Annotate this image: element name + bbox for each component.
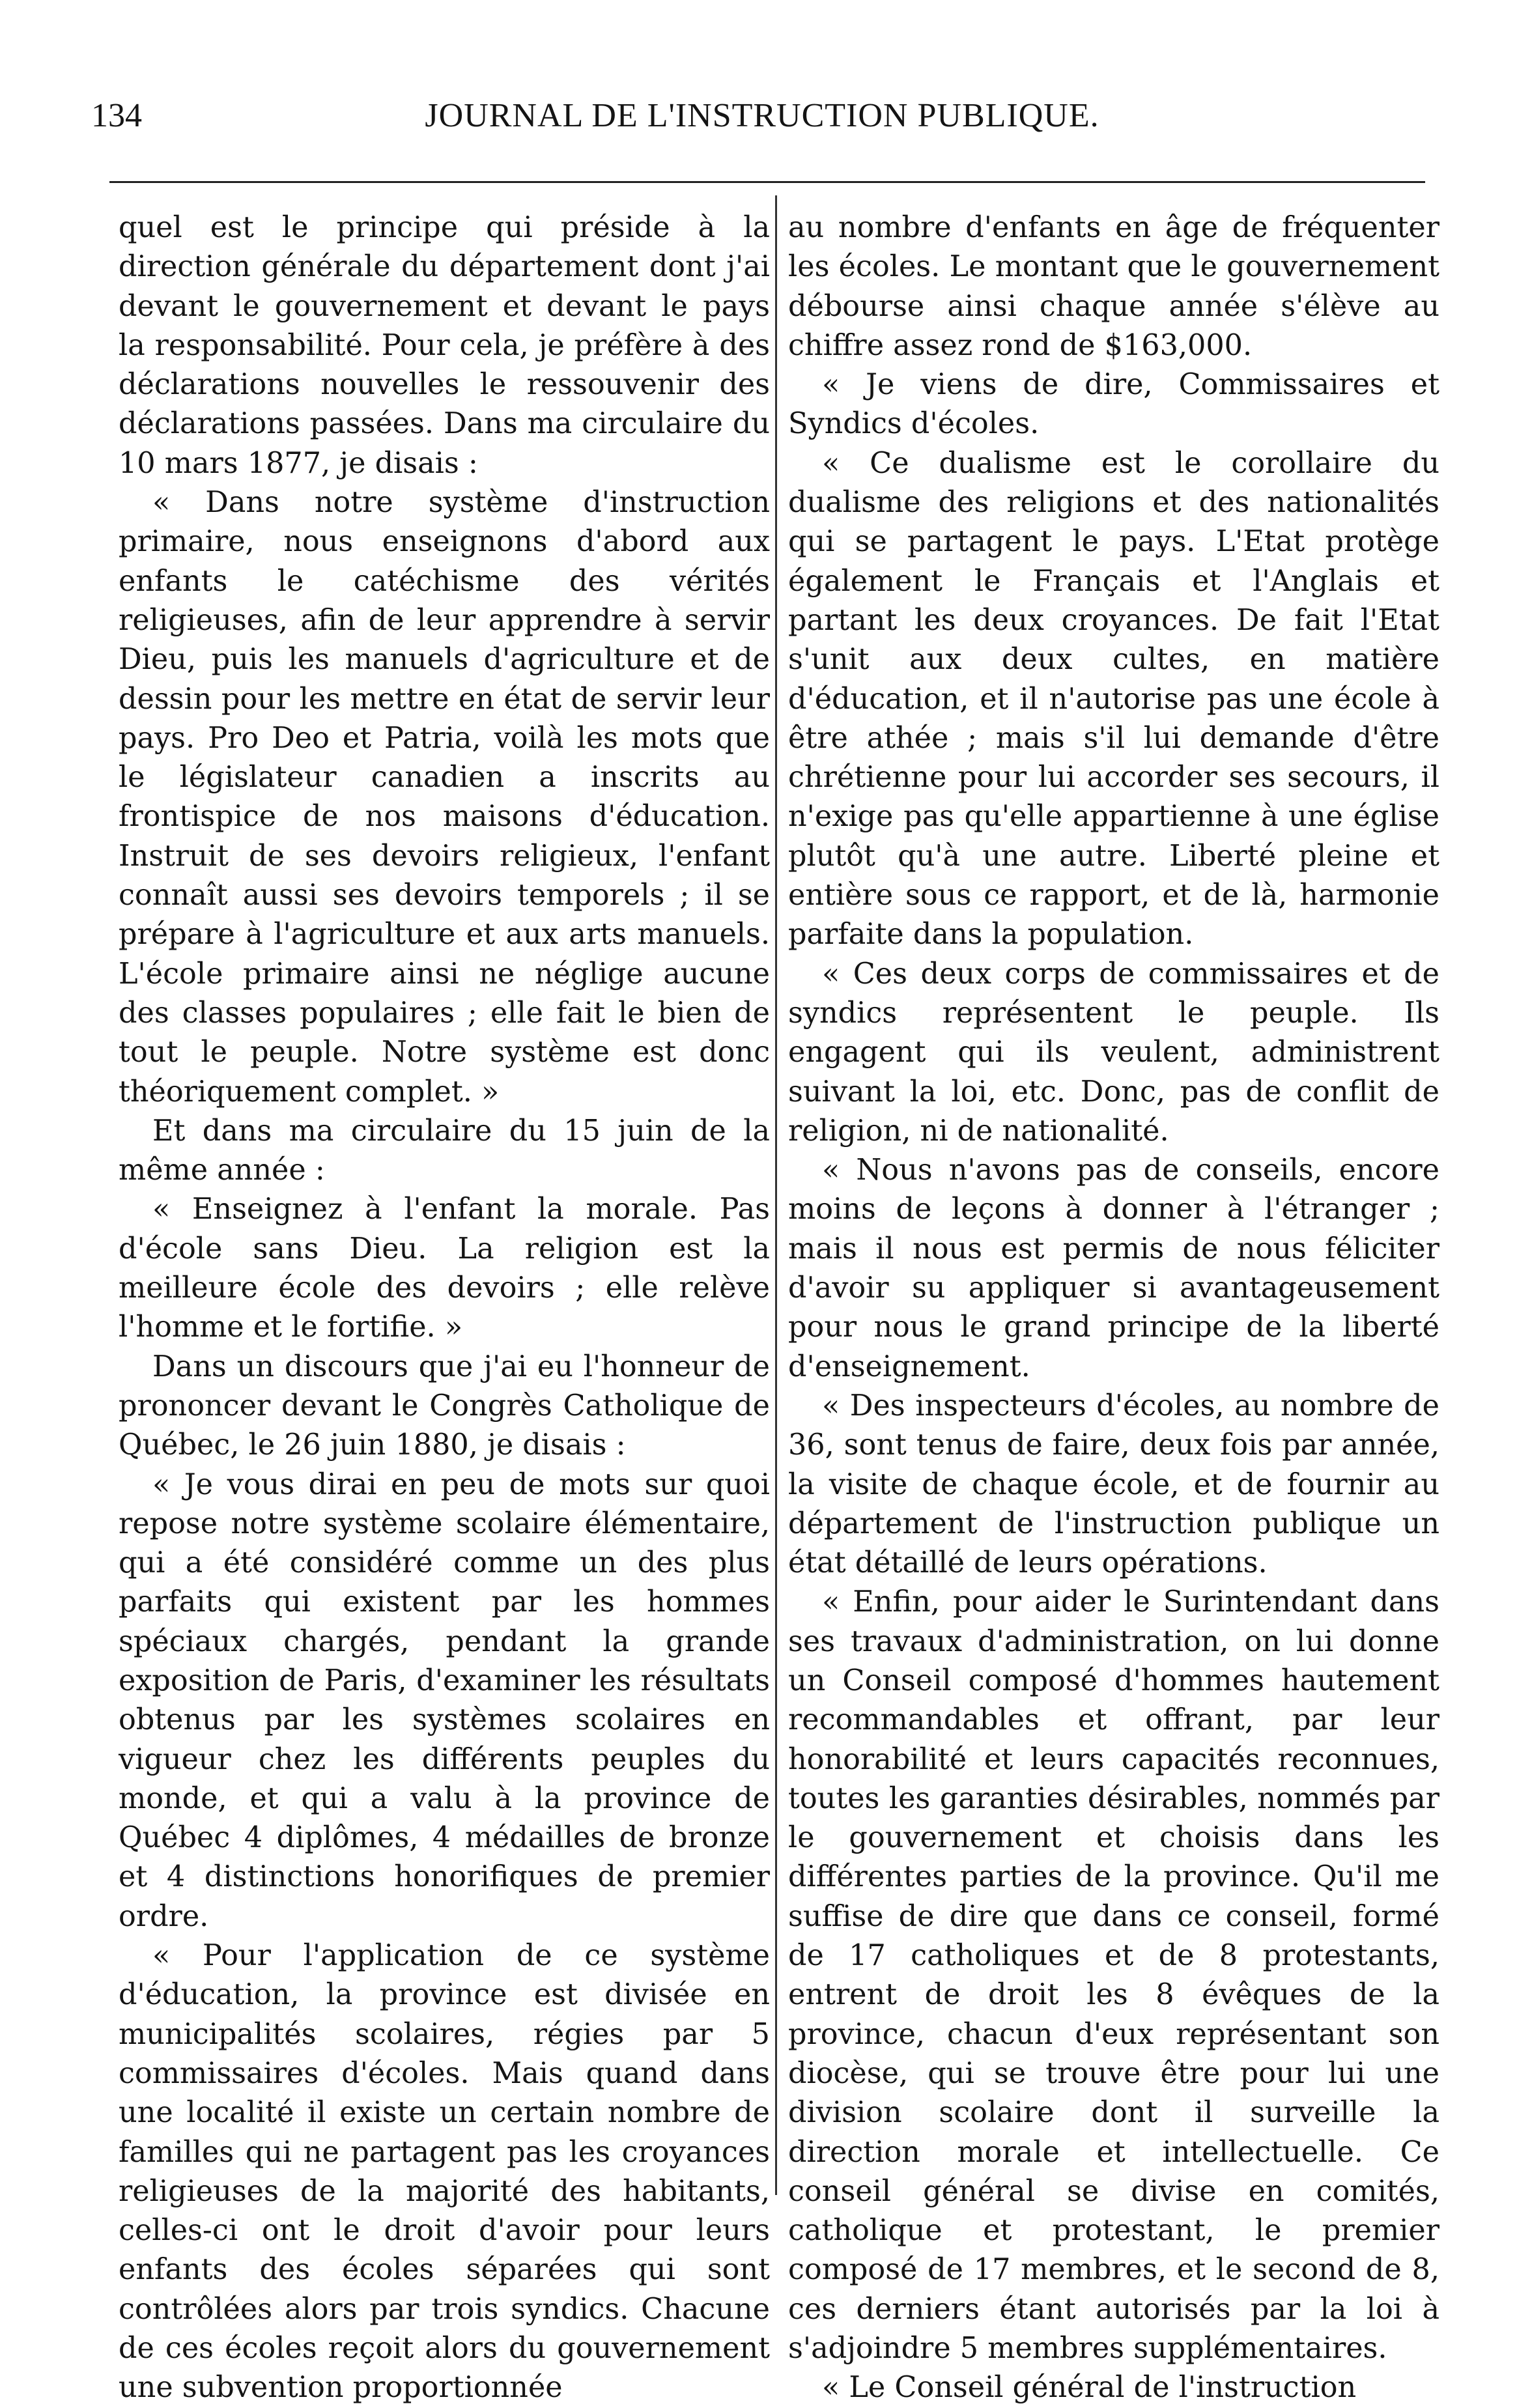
running-title: JOURNAL DE L'INSTRUCTION PUBLIQUE. (425, 97, 1099, 134)
right-column (788, 208, 1439, 2408)
paragraph: « Enfin, pour aider le Surintendant dans ses travaux d'administration, on lui donne un Conseil composé d'hommes hautement recommandables et offrant, par leur honorabilité et leurs capacités reconnues, toutes les garanties désirables, nommés par le gouvernement et choisis dans les différentes parties de la province. Qu'il me suffise de dire que dans ce conseil, formé de 17 catholiques et de 8 protestants, entrent de droit les 8 évêques de la province, chacun d'eux représentant son diocèse, qui se trouve être pour lui une division scolaire dont il surveille la direction morale et intellectuelle. Ce conseil général se divise en comités, catholique et protestant, le premier composé de 17 membres, et le second de 8, ces derniers étant autorisés par la loi à s'adjoindre 5 membres supplémentaires. (788, 1585, 1439, 2366)
paragraph: Et dans ma circulaire du 15 juin de la même année : (119, 1114, 770, 1187)
paragraph: « Je viens de dire, Commissaires et Syndics d'écoles. (788, 368, 1439, 441)
paragraph: Dans un discours que j'ai eu l'honneur de prononcer devant le Congrès Catholique de Québec, le 26 juin 1880, je disais : (119, 1350, 770, 1462)
page-header (91, 96, 1433, 149)
paragraph: « Ce dualisme est le corollaire du dualisme des religions et des nationalités qui se partagent le pays. L'Etat protège également le Français et l'Anglais et partant les deux croyances. De fait l'Etat s'unit aux deux cultes, en matière d'éducation, et il n'autorise pas une école à être athée ; mais s'il lui demande d'être chrétienne pour lui accorder ses secours, il n'exige pas qu'elle appartienne à une église plutôt qu'à une autre. Liberté pleine et entière sous ce rapport, et de là, harmonie parfaite dans la population. (788, 446, 1439, 952)
paragraph: « Nous n'avons pas de conseils, encore moins de leçons à donner à l'étranger ; mais il nous est permis de nous féliciter d'avoir su appliquer si avantageusement pour nous le grand principe de la liberté d'enseignement. (788, 1154, 1439, 1383)
paragraph: « Enseignez à l'enfant la morale. Pas d'école sans Dieu. La religion est la meilleure école des devoirs ; elle relève l'homme et le fortifie. » (119, 1193, 770, 1344)
paragraph: quel est le principe qui préside à la direction générale du département dont j'ai devant le gouvernement et devant le pays la responsabilité. Pour cela, je préfère à des déclarations nouvelles le ressouvenir des déclarations passées. Dans ma circulaire du 10 mars 1877, je disais : (119, 211, 770, 480)
paragraph: au nombre d'enfants en âge de fréquenter les écoles. Le montant que le gouvernement débourse ainsi chaque année s'élève au chiffre assez rond de $163,000. (788, 211, 1439, 362)
paragraph: « Le Conseil général de l'instruction (822, 2371, 1357, 2405)
paragraph: « Dans notre système d'instruction primaire, nous enseignons d'abord aux enfants le catéchisme des vérités religieuses, afin de leur apprendre à servir Dieu, puis les manuels d'agriculture et de dessin pour les mettre en état de servir leur pays. Pro Deo et Patria, voilà les mots que le législateur canadien a inscrits au frontispice de nos maisons d'éducation. Instruit de ses devoirs religieux, l'enfant connaît aussi ses devoirs temporels ; il se prépare à l'agriculture et aux arts manuels. L'école primaire ainsi ne néglige aucune des classes populaires ; elle fait le bien de tout le peuple. Notre système est donc théoriquement complet. » (119, 486, 770, 1109)
column-divider (775, 195, 777, 2195)
page-number: 134 (91, 97, 142, 134)
paragraph: « Je vous dirai en peu de mots sur quoi repose notre système scolaire élémentaire, qui a été considéré comme un des plus parfaits qui existent par les hommes spéciaux chargés, pendant la grande exposition de Paris, d'examiner les résultats obtenus par les systèmes scolaires en vigueur chez les différents peuples du monde, et qui a valu à la province de Québec 4 diplômes, 4 médailles de bronze et 4 distinctions honorifiques de premier ordre. (119, 1467, 770, 1933)
paragraph: « Pour l'application de ce système d'éducation, la province est divisée en municipalités scolaires, régies par 5 commissaires d'écoles. Mais quand dans une localité il existe un certain nombre de familles qui ne partagent pas les croyances religieuses de la majorité des habitants, celles-ci ont le droit d'avoir pour leurs enfants des écoles séparées qui sont contrôlées alors par trois syndics. Chacune de ces écoles reçoit alors du gouvernement une subvention proportionnée (119, 1939, 770, 2405)
paragraph: « Des inspecteurs d'écoles, au nombre de 36, sont tenus de faire, deux fois par année, la visite de chaque école, et de fournir au département de l'instruction publique un état détaillé de leurs opérations. (788, 1389, 1439, 1580)
header-rule (109, 181, 1425, 183)
left-column (119, 208, 770, 2408)
paragraph: « Ces deux corps de commissaires et de syndics représentent le peuple. Ils engagent qui ils veulent, administrent suivant la loi, etc. Donc, pas de conflit de religion, ni de nationalité. (788, 957, 1439, 1148)
